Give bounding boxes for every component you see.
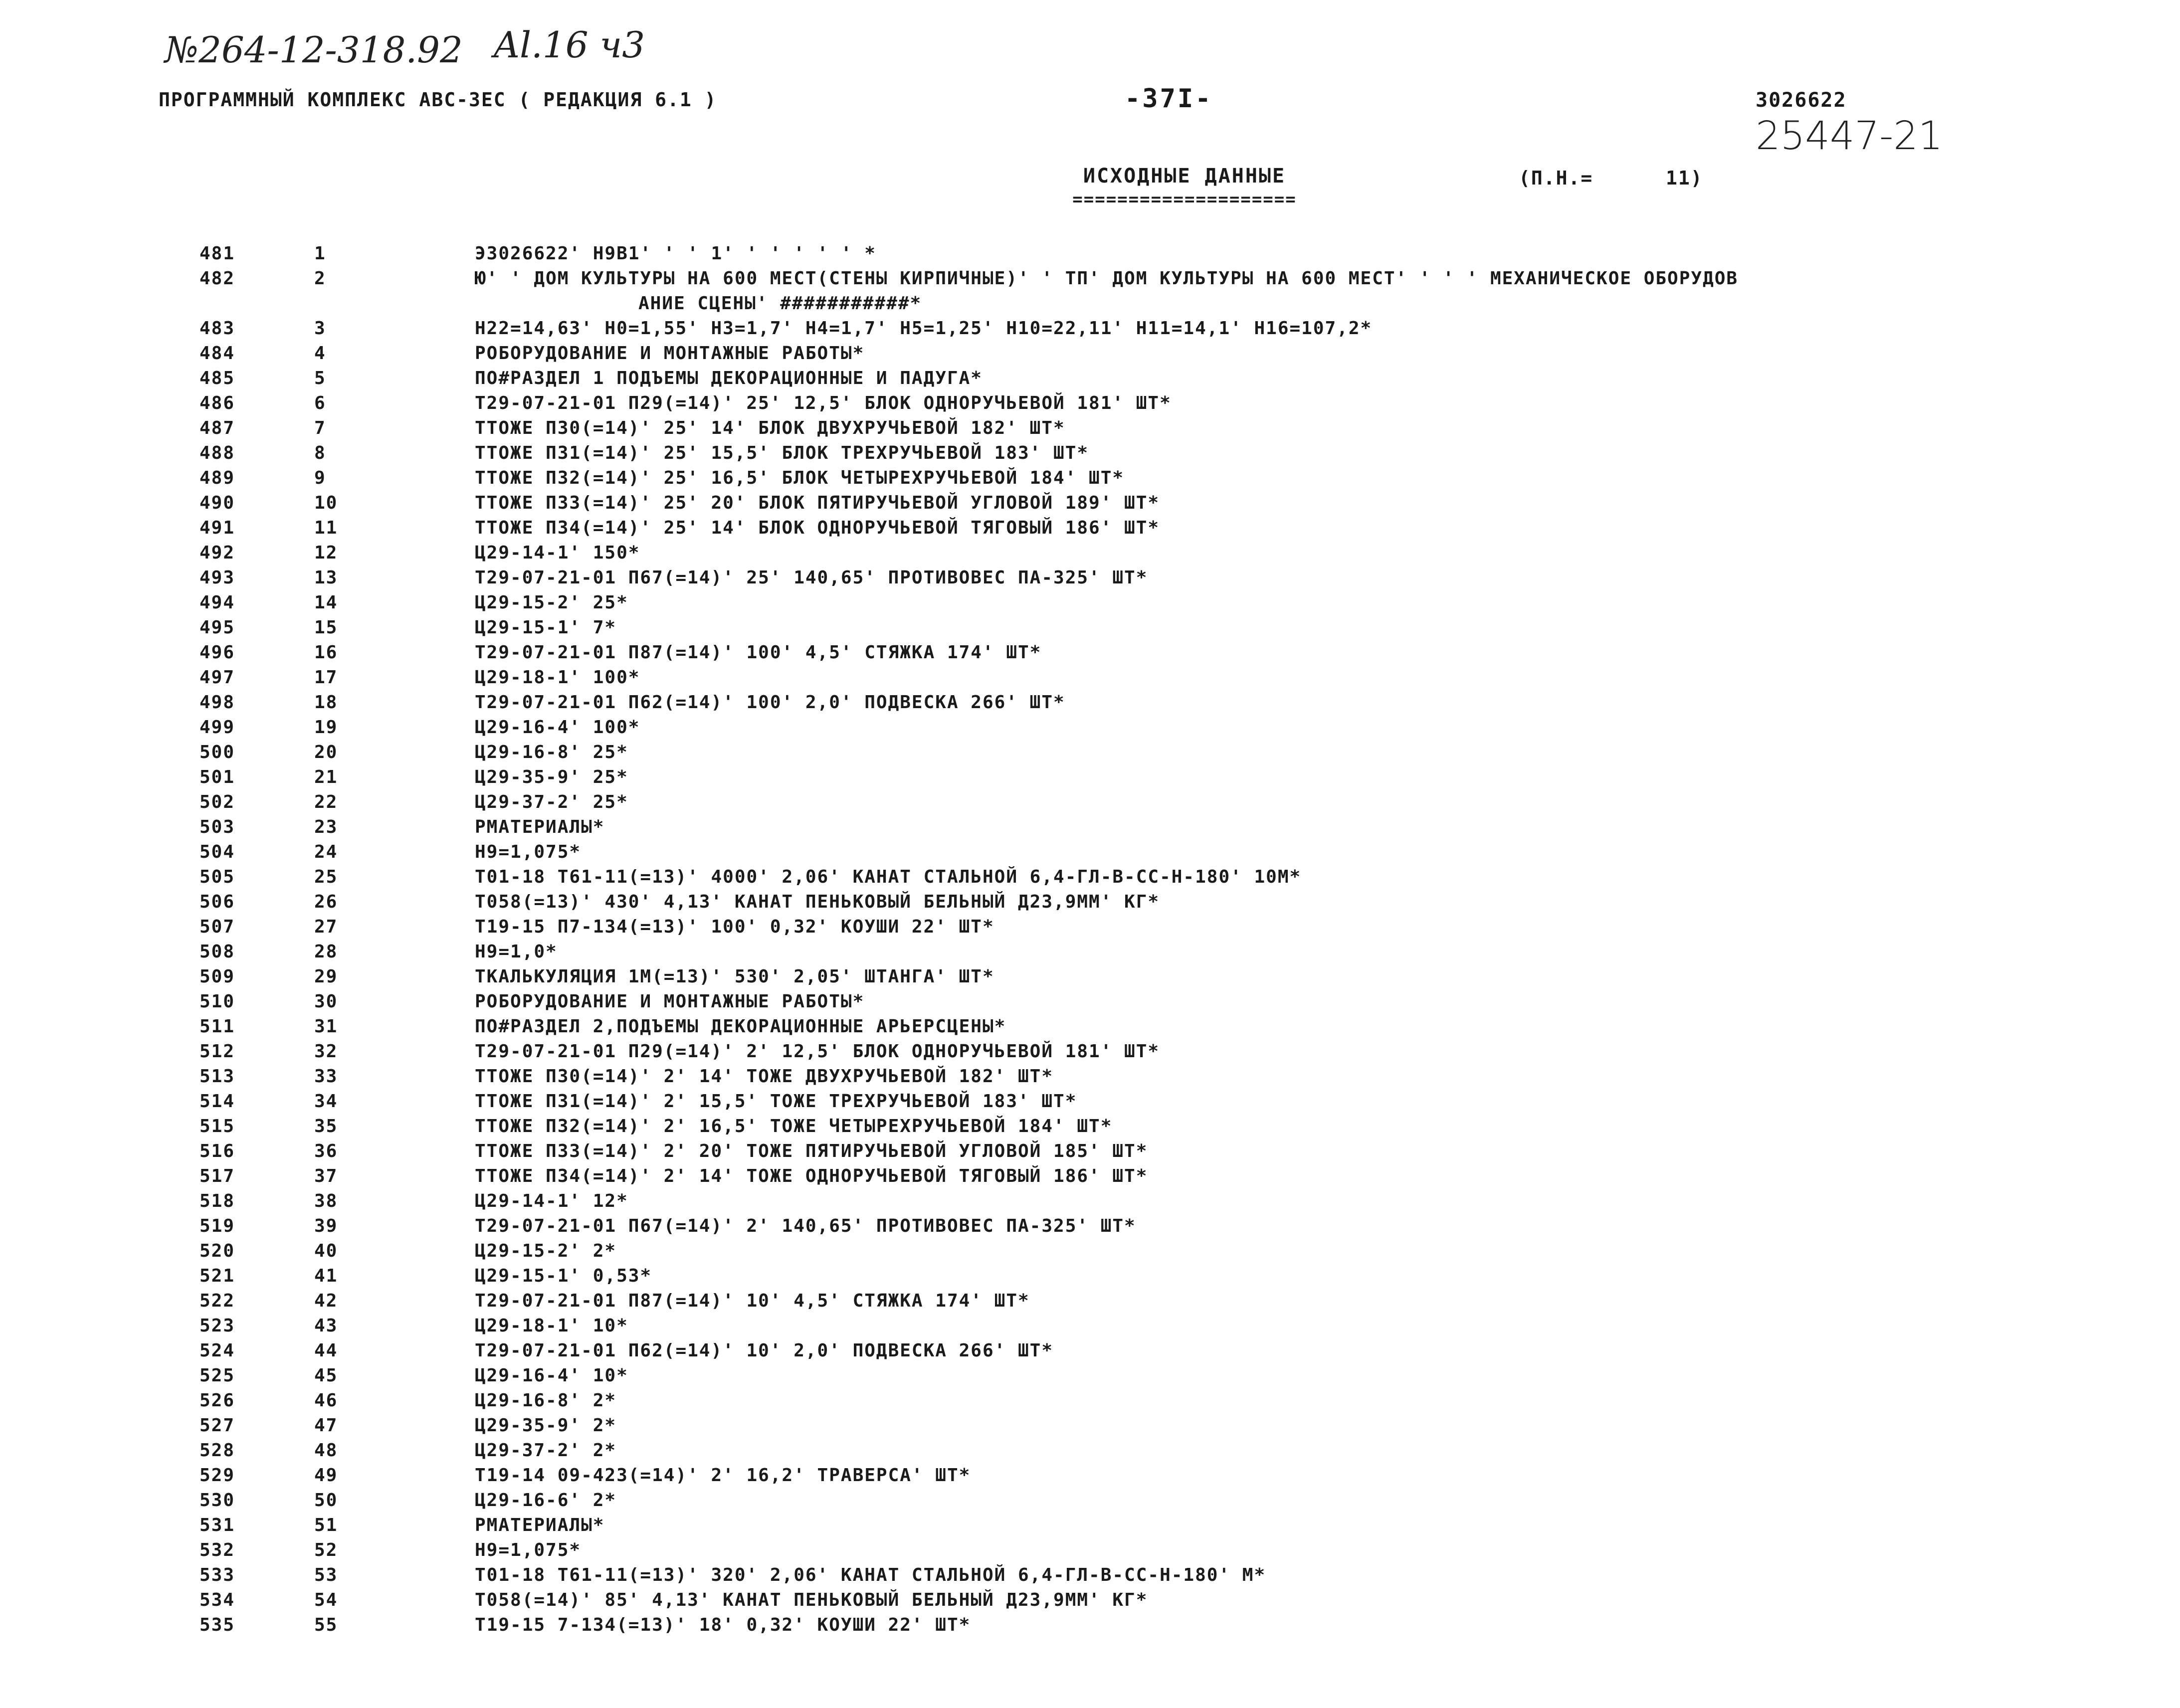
line-number: 512 bbox=[199, 1041, 235, 1062]
title-underline: ==================== bbox=[1072, 190, 1297, 209]
line-number: 493 bbox=[199, 568, 235, 588]
record-number: 29 bbox=[314, 966, 338, 987]
listing-row bbox=[0, 915, 2180, 940]
line-number: 517 bbox=[199, 1166, 235, 1186]
record-number: 11 bbox=[314, 518, 338, 538]
document-code: 3026622 bbox=[1756, 89, 1847, 112]
record-text: РОБОРУДОВАНИЕ И МОНТАЖНЫЕ РАБОТЫ* bbox=[475, 343, 865, 364]
record-number: 49 bbox=[314, 1465, 338, 1486]
record-text: Ц29-18-1' 100* bbox=[475, 667, 640, 688]
record-text: ТТОЖЕ П31(=14)' 25' 15,5' БЛОК ТРЕХРУЧЬЕВОЙ 183' ШТ* bbox=[475, 443, 1089, 463]
listing-row bbox=[0, 541, 2180, 566]
section-title bbox=[1045, 165, 1324, 209]
line-number: 527 bbox=[199, 1415, 235, 1436]
listing-row bbox=[0, 341, 2180, 366]
record-number: 43 bbox=[314, 1316, 338, 1336]
record-number: 21 bbox=[314, 767, 338, 787]
listing-row bbox=[0, 1289, 2180, 1314]
line-number: 491 bbox=[199, 518, 235, 538]
line-number: 486 bbox=[199, 393, 235, 413]
line-number: 521 bbox=[199, 1266, 235, 1286]
handwritten-doc-number: №264-12-318.92 bbox=[165, 29, 463, 71]
line-number: 485 bbox=[199, 368, 235, 388]
record-number: 50 bbox=[314, 1490, 338, 1511]
record-number: 27 bbox=[314, 917, 338, 937]
listing-row bbox=[0, 1438, 2180, 1463]
record-text: РМАТЕРИАЛЫ* bbox=[475, 817, 605, 837]
line-number: 533 bbox=[199, 1565, 235, 1585]
program-header: ПРОГРАММНЫЙ КОМПЛЕКС АВС-3ЕС ( РЕДАКЦИЯ 6.1 ) bbox=[159, 89, 717, 111]
record-number: 5 bbox=[314, 368, 326, 388]
record-number: 20 bbox=[314, 742, 338, 762]
line-number: 511 bbox=[199, 1016, 235, 1037]
listing-row bbox=[0, 241, 2180, 266]
listing-row bbox=[0, 1388, 2180, 1413]
record-text: Т19-15 7-134(=13)' 18' 0,32' КОУШИ 22' ШТ* bbox=[475, 1615, 971, 1635]
record-text: ТТОЖЕ П30(=14)' 25' 14' БЛОК ДВУХРУЧЬЕВОЙ 182' ШТ* bbox=[475, 418, 1065, 438]
record-number: 23 bbox=[314, 817, 338, 837]
handwritten-right-number: 25447-21 bbox=[1756, 114, 1943, 159]
record-number: 37 bbox=[314, 1166, 338, 1186]
record-text: Н9=1,075* bbox=[475, 1540, 582, 1560]
record-number: 8 bbox=[314, 443, 326, 463]
line-number: 482 bbox=[199, 268, 235, 289]
record-text: ПО#РАЗДЕЛ 1 ПОДЪЕМЫ ДЕКОРАЦИОННЫЕ И ПАДУГА* bbox=[475, 368, 983, 388]
line-number: 526 bbox=[199, 1390, 235, 1411]
handwritten-sheet-ref: Al.16 ч3 bbox=[494, 24, 645, 66]
record-text: ПО#РАЗДЕЛ 2,ПОДЪЕМЫ ДЕКОРАЦИОННЫЕ АРЬЕРСЦЕНЫ* bbox=[475, 1016, 1006, 1037]
record-text-continuation: АНИЕ СЦЕНЫ' ###########* bbox=[638, 293, 922, 314]
record-number: 53 bbox=[314, 1565, 338, 1585]
record-number: 47 bbox=[314, 1415, 338, 1436]
line-number: 520 bbox=[199, 1241, 235, 1261]
listing-row bbox=[0, 715, 2180, 740]
line-number: 522 bbox=[199, 1291, 235, 1311]
listing-row bbox=[0, 890, 2180, 915]
line-number: 509 bbox=[199, 966, 235, 987]
record-number: 41 bbox=[314, 1266, 338, 1286]
listing-row bbox=[0, 1413, 2180, 1438]
record-text: Т058(=14)' 85' 4,13' КАНАТ ПЕНЬКОВЫЙ БЕЛЬНЫЙ Д23,9ММ' КГ* bbox=[475, 1590, 1148, 1610]
listing-row bbox=[0, 964, 2180, 989]
record-number: 44 bbox=[314, 1340, 338, 1361]
record-number: 13 bbox=[314, 568, 338, 588]
line-number: 487 bbox=[199, 418, 235, 438]
record-number: 51 bbox=[314, 1515, 338, 1535]
line-number: 505 bbox=[199, 867, 235, 887]
listing-row bbox=[0, 590, 2180, 615]
line-number: 481 bbox=[199, 243, 235, 264]
line-number: 529 bbox=[199, 1465, 235, 1486]
line-number: 503 bbox=[199, 817, 235, 837]
record-text: Т19-14 09-423(=14)' 2' 16,2' ТРАВЕРСА' ШТ* bbox=[475, 1465, 971, 1486]
record-number: 22 bbox=[314, 792, 338, 812]
line-number: 508 bbox=[199, 942, 235, 962]
listing-row bbox=[0, 1214, 2180, 1239]
record-text: Т29-07-21-01 П29(=14)' 25' 12,5' БЛОК ОДНОРУЧЬЕВОЙ 181' ШТ* bbox=[475, 393, 1172, 413]
line-number: 524 bbox=[199, 1340, 235, 1361]
listing-row bbox=[0, 391, 2180, 416]
record-number: 33 bbox=[314, 1066, 338, 1087]
record-text: Т29-07-21-01 П87(=14)' 100' 4,5' СТЯЖКА 174' ШТ* bbox=[475, 642, 1042, 663]
record-number: 34 bbox=[314, 1091, 338, 1112]
listing-row bbox=[0, 1089, 2180, 1114]
listing-row bbox=[0, 615, 2180, 640]
listing-row bbox=[0, 1613, 2180, 1638]
line-number: 534 bbox=[199, 1590, 235, 1610]
record-text: ТТОЖЕ П31(=14)' 2' 15,5' ТОЖЕ ТРЕХРУЧЬЕВОЙ 183' ШТ* bbox=[475, 1091, 1077, 1112]
pn-value: 11) bbox=[1666, 167, 1703, 189]
record-text: Т29-07-21-01 П29(=14)' 2' 12,5' БЛОК ОДНОРУЧЬЕВОЙ 181' ШТ* bbox=[475, 1041, 1160, 1062]
record-text: Т19-15 П7-134(=13)' 100' 0,32' КОУШИ 22' ШТ* bbox=[475, 917, 994, 937]
record-number: 6 bbox=[314, 393, 326, 413]
listing-row bbox=[0, 640, 2180, 665]
record-number: 39 bbox=[314, 1216, 338, 1236]
line-number: 525 bbox=[199, 1365, 235, 1386]
record-text: Ц29-35-9' 25* bbox=[475, 767, 628, 787]
record-number: 35 bbox=[314, 1116, 338, 1137]
listing-row bbox=[0, 740, 2180, 765]
line-number: 532 bbox=[199, 1540, 235, 1560]
line-number: 523 bbox=[199, 1316, 235, 1336]
line-number: 496 bbox=[199, 642, 235, 663]
listing-row bbox=[0, 491, 2180, 516]
listing-row bbox=[0, 1239, 2180, 1264]
listing-row bbox=[0, 366, 2180, 391]
record-text: Ц29-16-6' 2* bbox=[475, 1490, 617, 1511]
record-number: 42 bbox=[314, 1291, 338, 1311]
line-number: 504 bbox=[199, 842, 235, 862]
listing-row bbox=[0, 1139, 2180, 1164]
record-text: ТТОЖЕ П34(=14)' 25' 14' БЛОК ОДНОРУЧЬЕВОЙ ТЯГОВЫЙ 186' ШТ* bbox=[475, 518, 1160, 538]
data-listing bbox=[0, 241, 2180, 1638]
record-text: Т01-18 Т61-11(=13)' 320' 2,06' КАНАТ СТАЛЬНОЙ 6,4-ГЛ-В-СС-Н-180' М* bbox=[475, 1565, 1266, 1585]
line-number: 489 bbox=[199, 468, 235, 488]
listing-row bbox=[0, 1264, 2180, 1289]
line-number: 506 bbox=[199, 892, 235, 912]
line-number: 518 bbox=[199, 1191, 235, 1211]
line-number: 535 bbox=[199, 1615, 235, 1635]
record-number: 10 bbox=[314, 493, 338, 513]
record-text: Ц29-16-4' 100* bbox=[475, 717, 640, 738]
listing-row bbox=[0, 291, 2180, 316]
record-text: Н9=1,075* bbox=[475, 842, 582, 862]
line-number: 497 bbox=[199, 667, 235, 688]
record-number: 19 bbox=[314, 717, 338, 738]
record-number: 14 bbox=[314, 592, 338, 613]
listing-row bbox=[0, 266, 2180, 291]
line-number: 516 bbox=[199, 1141, 235, 1161]
record-number: 26 bbox=[314, 892, 338, 912]
record-text: Ц29-15-1' 7* bbox=[475, 617, 617, 638]
listing-row bbox=[0, 1513, 2180, 1538]
listing-row bbox=[0, 1039, 2180, 1064]
record-text: Н22=14,63' Н0=1,55' Н3=1,7' Н4=1,7' Н5=1,25' Н10=22,11' Н11=14,1' Н16=107,2* bbox=[475, 318, 1373, 339]
record-text: Ц29-15-2' 2* bbox=[475, 1241, 617, 1261]
record-number: 52 bbox=[314, 1540, 338, 1560]
line-number: 502 bbox=[199, 792, 235, 812]
record-number: 31 bbox=[314, 1016, 338, 1037]
line-number: 490 bbox=[199, 493, 235, 513]
record-number: 3 bbox=[314, 318, 326, 339]
listing-row bbox=[0, 1488, 2180, 1513]
page-number: -37I- bbox=[1125, 84, 1213, 114]
record-number: 18 bbox=[314, 692, 338, 713]
pn-label: (П.Н.= bbox=[1519, 167, 1593, 189]
record-text: Ц29-16-8' 25* bbox=[475, 742, 628, 762]
record-text: Ю' ' ДОМ КУЛЬТУРЫ НА 600 МЕСТ(СТЕНЫ КИРПИЧНЫЕ)' ' ТП' ДОМ КУЛЬТУРЫ НА 600 МЕСТ' ' ' ' МЕХАНИЧЕСКОЕ ОБОРУДОВ bbox=[475, 268, 1739, 289]
record-number: 12 bbox=[314, 543, 338, 563]
record-text: ТТОЖЕ П30(=14)' 2' 14' ТОЖЕ ДВУХРУЧЬЕВОЙ 182' ШТ* bbox=[475, 1066, 1054, 1087]
record-number: 15 bbox=[314, 617, 338, 638]
record-number: 40 bbox=[314, 1241, 338, 1261]
line-number: 531 bbox=[199, 1515, 235, 1535]
record-text: Ц29-37-2' 25* bbox=[475, 792, 628, 812]
line-number: 507 bbox=[199, 917, 235, 937]
listing-row bbox=[0, 1538, 2180, 1563]
record-number: 16 bbox=[314, 642, 338, 663]
listing-row bbox=[0, 441, 2180, 466]
listing-row bbox=[0, 865, 2180, 890]
record-number: 1 bbox=[314, 243, 326, 264]
line-number: 515 bbox=[199, 1116, 235, 1137]
listing-row bbox=[0, 1064, 2180, 1089]
line-number: 500 bbox=[199, 742, 235, 762]
record-text: Т01-18 Т61-11(=13)' 4000' 2,06' КАНАТ СТАЛЬНОЙ 6,4-ГЛ-В-СС-Н-180' 10М* bbox=[475, 867, 1302, 887]
record-number: 7 bbox=[314, 418, 326, 438]
listing-row bbox=[0, 1338, 2180, 1363]
line-number: 494 bbox=[199, 592, 235, 613]
record-text: Т058(=13)' 430' 4,13' КАНАТ ПЕНЬКОВЫЙ БЕЛЬНЫЙ Д23,9ММ' КГ* bbox=[475, 892, 1160, 912]
line-number: 495 bbox=[199, 617, 235, 638]
record-number: 30 bbox=[314, 991, 338, 1012]
record-text: Ц29-37-2' 2* bbox=[475, 1440, 617, 1461]
listing-row bbox=[0, 1463, 2180, 1488]
listing-row bbox=[0, 1114, 2180, 1139]
record-number: 46 bbox=[314, 1390, 338, 1411]
listing-row bbox=[0, 790, 2180, 815]
listing-row bbox=[0, 690, 2180, 715]
line-number: 483 bbox=[199, 318, 235, 339]
record-text: Ц29-15-1' 0,53* bbox=[475, 1266, 652, 1286]
record-number: 2 bbox=[314, 268, 326, 289]
record-number: 45 bbox=[314, 1365, 338, 1386]
line-number: 484 bbox=[199, 343, 235, 364]
record-text: Ц29-18-1' 10* bbox=[475, 1316, 628, 1336]
listing-row bbox=[0, 1563, 2180, 1588]
record-text: Т29-07-21-01 П62(=14)' 100' 2,0' ПОДВЕСКА 266' ШТ* bbox=[475, 692, 1065, 713]
line-number: 519 bbox=[199, 1216, 235, 1236]
line-number: 510 bbox=[199, 991, 235, 1012]
record-text: ТТОЖЕ П33(=14)' 25' 20' БЛОК ПЯТИРУЧЬЕВОЙ УГЛОВОЙ 189' ШТ* bbox=[475, 493, 1160, 513]
record-text: Т29-07-21-01 П87(=14)' 10' 4,5' СТЯЖКА 174' ШТ* bbox=[475, 1291, 1030, 1311]
listing-row bbox=[0, 316, 2180, 341]
record-text: Ц29-35-9' 2* bbox=[475, 1415, 617, 1436]
listing-row bbox=[0, 815, 2180, 840]
record-number: 24 bbox=[314, 842, 338, 862]
title-text: ИСХОДНЫЕ ДАННЫЕ bbox=[1083, 165, 1286, 188]
listing-row bbox=[0, 1014, 2180, 1039]
record-text: Т29-07-21-01 П67(=14)' 25' 140,65' ПРОТИВОВЕС ПА-325' ШТ* bbox=[475, 568, 1148, 588]
line-number: 498 bbox=[199, 692, 235, 713]
listing-row bbox=[0, 665, 2180, 690]
line-number: 488 bbox=[199, 443, 235, 463]
record-number: 9 bbox=[314, 468, 326, 488]
record-text: РМАТЕРИАЛЫ* bbox=[475, 1515, 605, 1535]
listing-row bbox=[0, 516, 2180, 541]
record-number: 36 bbox=[314, 1141, 338, 1161]
listing-row bbox=[0, 1189, 2180, 1214]
record-text: Э3026622' Н9В1' ' ' 1' ' ' ' ' ' * bbox=[475, 243, 876, 264]
line-number: 514 bbox=[199, 1091, 235, 1112]
record-text: ТКАЛЬКУЛЯЦИЯ 1М(=13)' 530' 2,05' ШТАНГА' ШТ* bbox=[475, 966, 994, 987]
record-text: Т29-07-21-01 П62(=14)' 10' 2,0' ПОДВЕСКА 266' ШТ* bbox=[475, 1340, 1054, 1361]
record-number: 38 bbox=[314, 1191, 338, 1211]
record-number: 25 bbox=[314, 867, 338, 887]
record-text: Ц29-16-8' 2* bbox=[475, 1390, 617, 1411]
listing-row bbox=[0, 765, 2180, 790]
line-number: 499 bbox=[199, 717, 235, 738]
line-number: 528 bbox=[199, 1440, 235, 1461]
listing-row bbox=[0, 840, 2180, 865]
record-text: Ц29-14-1' 12* bbox=[475, 1191, 628, 1211]
listing-row bbox=[0, 1363, 2180, 1388]
record-number: 4 bbox=[314, 343, 326, 364]
listing-row bbox=[0, 566, 2180, 590]
record-text: Т29-07-21-01 П67(=14)' 2' 140,65' ПРОТИВОВЕС ПА-325' ШТ* bbox=[475, 1216, 1136, 1236]
record-number: 48 bbox=[314, 1440, 338, 1461]
listing-row bbox=[0, 1314, 2180, 1338]
listing-row bbox=[0, 416, 2180, 441]
record-text: ТТОЖЕ П32(=14)' 2' 16,5' ТОЖЕ ЧЕТЫРЕХРУЧЬЕВОЙ 184' ШТ* bbox=[475, 1116, 1113, 1137]
record-text: ТТОЖЕ П33(=14)' 2' 20' ТОЖЕ ПЯТИРУЧЬЕВОЙ УГЛОВОЙ 185' ШТ* bbox=[475, 1141, 1148, 1161]
listing-row bbox=[0, 1588, 2180, 1613]
record-text: ТТОЖЕ П34(=14)' 2' 14' ТОЖЕ ОДНОРУЧЬЕВОЙ ТЯГОВЫЙ 186' ШТ* bbox=[475, 1166, 1148, 1186]
line-number: 501 bbox=[199, 767, 235, 787]
record-text: РОБОРУДОВАНИЕ И МОНТАЖНЫЕ РАБОТЫ* bbox=[475, 991, 865, 1012]
record-number: 32 bbox=[314, 1041, 338, 1062]
listing-row bbox=[0, 940, 2180, 964]
line-number: 513 bbox=[199, 1066, 235, 1087]
record-number: 55 bbox=[314, 1615, 338, 1635]
record-text: ТТОЖЕ П32(=14)' 25' 16,5' БЛОК ЧЕТЫРЕХРУЧЬЕВОЙ 184' ШТ* bbox=[475, 468, 1125, 488]
line-number: 492 bbox=[199, 543, 235, 563]
record-number: 28 bbox=[314, 942, 338, 962]
listing-row bbox=[0, 989, 2180, 1014]
listing-row bbox=[0, 1164, 2180, 1189]
record-text: Н9=1,0* bbox=[475, 942, 558, 962]
record-number: 54 bbox=[314, 1590, 338, 1610]
record-text: Ц29-15-2' 25* bbox=[475, 592, 628, 613]
line-number: 530 bbox=[199, 1490, 235, 1511]
record-text: Ц29-16-4' 10* bbox=[475, 1365, 628, 1386]
listing-row bbox=[0, 466, 2180, 491]
record-number: 17 bbox=[314, 667, 338, 688]
record-text: Ц29-14-1' 150* bbox=[475, 543, 640, 563]
